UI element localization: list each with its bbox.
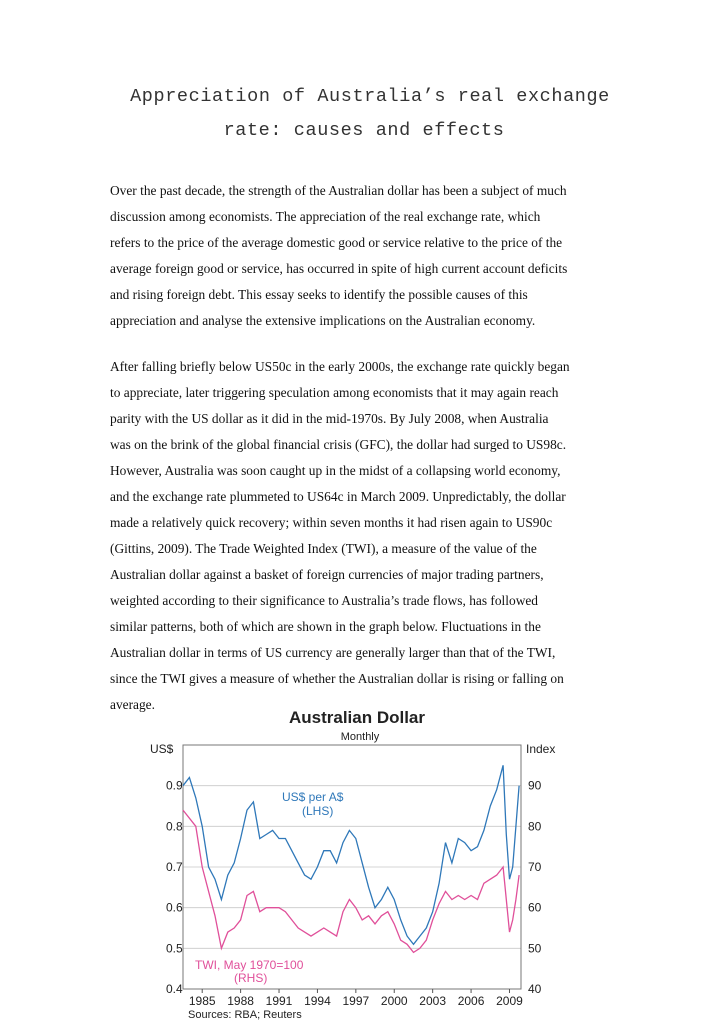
paragraph-line: to appreciate, later triggering speculation among economists that it may again reach <box>110 385 559 400</box>
right-tick-label: 50 <box>528 941 542 956</box>
right-tick-label: 80 <box>528 819 542 834</box>
series-twi-axis-note: (RHS) <box>234 971 268 985</box>
paragraph-line: appreciation and analyse the extensive implications on the Australian economy. <box>110 313 536 328</box>
paragraph-line: and rising foreign debt. This essay seeks to identify the possible causes of this <box>110 287 528 302</box>
right-tick-label: 70 <box>528 860 542 874</box>
plot-frame <box>183 745 521 989</box>
document-title-line-2: rate: causes and effects <box>223 120 505 141</box>
series-usd-line <box>183 765 519 944</box>
paragraph-line: (Gittins, 2009). The Trade Weighted Index (TWI), a measure of the value of the <box>110 541 537 556</box>
chart-subtitle: Monthly <box>340 731 380 743</box>
document-title-line-1: Appreciation of Australia’s real exchange <box>130 86 610 107</box>
left-tick-label: 0.4 <box>166 982 183 996</box>
paragraph-line: weighted according to their significance to Australia’s trade flows, has followed <box>110 593 539 608</box>
paragraph-line: After falling briefly below US50c in the early 2000s, the exchange rate quickly began <box>110 359 570 374</box>
chart-gridlines <box>183 786 521 949</box>
paragraph-line: average foreign good or service, has occurred in spite of high current account deficits <box>110 261 568 276</box>
paragraph-line: was on the brink of the global financial crisis (GFC), the dollar had surged to US98c. <box>110 437 567 452</box>
left-tick-label: 0.9 <box>166 778 183 793</box>
chart-title: Australian Dollar <box>288 708 426 727</box>
paragraph-1 <box>110 178 630 334</box>
series-usd-axis-note: (LHS) <box>302 804 334 818</box>
series-twi-line <box>183 810 519 952</box>
paragraph-line: Over the past decade, the strength of the Australian dollar has been a subject of much <box>110 183 567 198</box>
left-tick-label: 0.8 <box>166 819 183 834</box>
x-tick-label: 1985 <box>188 994 216 1008</box>
left-tick-label: 0.6 <box>166 900 183 915</box>
series-usd-label: US$ per A$ <box>282 790 344 804</box>
x-tick-label: 1997 <box>342 994 370 1008</box>
right-axis-ticks <box>528 779 542 996</box>
right-tick-label: 60 <box>528 900 542 915</box>
paragraph-2 <box>110 354 630 718</box>
x-tick-label: 2000 <box>380 994 408 1008</box>
paragraph-line: refers to the price of the average domestic good or service relative to the price of the <box>110 235 563 250</box>
paragraph-line: Australian dollar in terms of US currency are generally larger than that of the TWI, <box>110 645 556 660</box>
paragraph-line: discussion among economists. The appreciation of the real exchange rate, which <box>110 209 541 224</box>
x-tick-label: 1988 <box>227 994 254 1008</box>
paragraph-line: and the exchange rate plummeted to US64c in March 2009. Unpredictably, the dollar <box>110 489 566 504</box>
x-tick-label: 2003 <box>419 994 447 1008</box>
right-tick-label: 90 <box>528 778 542 793</box>
series-twi-label: TWI, May 1970=100 <box>195 958 304 972</box>
x-tick-label: 2009 <box>496 994 523 1008</box>
paragraph-line: Australian dollar against a basket of foreign currencies of major trading partners, <box>110 567 544 582</box>
paragraph-line: made a relatively quick recovery; within seven months it had risen again to US90c <box>110 515 553 530</box>
left-axis-ticks <box>166 779 183 996</box>
paragraph-line: However, Australia was soon caught up in the midst of a collapsing world economy, <box>110 463 561 478</box>
paragraph-line: parity with the US dollar as it did in the mid-1970s. By July 2008, when Australia <box>110 411 549 426</box>
paragraph-line: similar patterns, both of which are shown in the graph below. Fluctuations in the <box>110 619 541 634</box>
left-axis-unit: US$ <box>150 742 174 756</box>
chart-source: Sources: RBA; Reuters <box>188 1009 302 1021</box>
x-tick-label: 1994 <box>304 994 331 1008</box>
left-tick-label: 0.5 <box>166 941 183 956</box>
paragraph-line: average. <box>110 697 155 712</box>
right-axis-unit: Index <box>526 742 556 756</box>
right-tick-label: 40 <box>528 982 542 996</box>
x-tick-label: 2006 <box>457 994 485 1008</box>
left-tick-label: 0.7 <box>166 860 183 874</box>
x-tick-label: 1991 <box>265 994 293 1008</box>
paragraph-line: since the TWI gives a measure of whether the Australian dollar is rising or falling on <box>110 671 564 686</box>
x-axis-ticks <box>189 989 523 1008</box>
